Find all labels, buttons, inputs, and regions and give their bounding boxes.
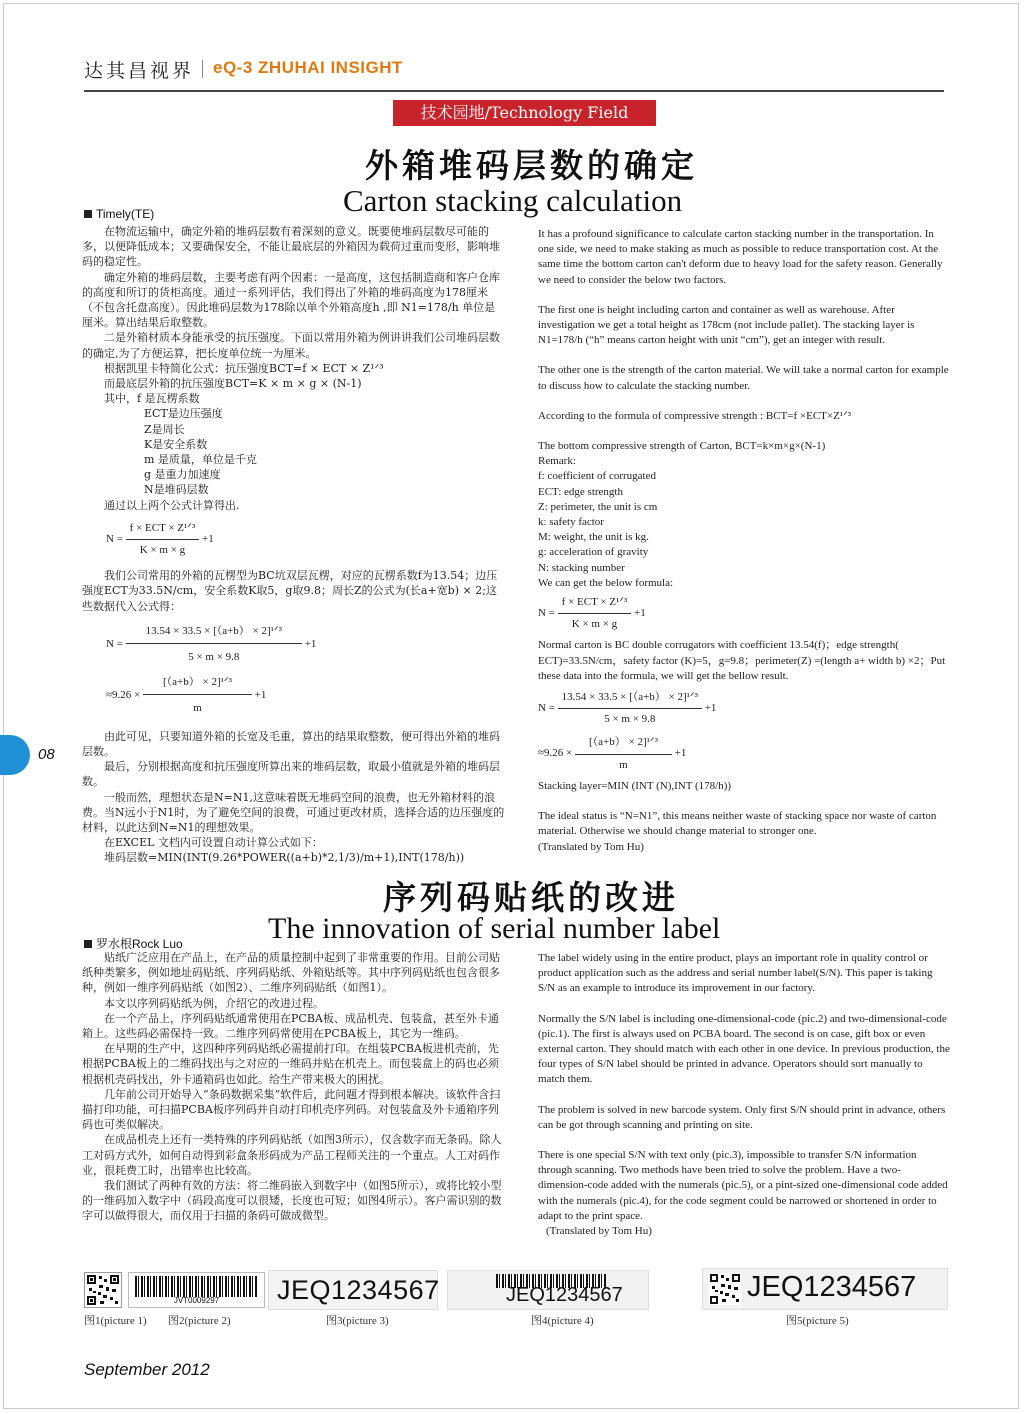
en-translator: (Translated by Tom Hu) xyxy=(538,840,644,853)
cn-paragraph: 在成品机壳上还有一类特殊的序列码贴纸（如图3所示），仅含数字而无条码。除人工对码方式外，如何自动得到彩盒条形码成为产品工程师关注的一个重点。人工对码作业，很耗费工时，出错率也比较高。 xyxy=(82,1133,502,1177)
formula-plus-one: +1 xyxy=(254,689,267,702)
article1-cn-column xyxy=(82,224,506,866)
cn-paragraph: 二是外箱材质本身能承受的抗压强度。下面以常用外箱为例讲讲我们公司堆码层数的确定,为了方便运算，把长度单位统一为厘米。 xyxy=(82,331,500,360)
formula-fraction xyxy=(143,675,252,716)
caption-picture-4: 图4(picture 4) xyxy=(531,1315,594,1327)
cn-paragraph: 在物流运输中，确定外箱的堆码层数有着深刻的意义。既要使堆码层数尽可能的多，以便降低成本；又要确保安全，不能让最底层的外箱因为载荷过重而变形，影响堆码的稳定性。 xyxy=(82,225,500,269)
en-paragraph: The problem is solved in new barcode system. Only first S/N should print in advance, others can be got through scanning and printing on site. xyxy=(538,1103,946,1131)
article1-title-cn: 外箱堆码层数的确定 xyxy=(365,146,698,185)
formula-lhs: ≈9.26 × xyxy=(106,689,141,702)
cn-paragraph: 由此可见，只要知道外箱的长宽及毛重，算出的结果取整数，便可得出外箱的堆码层数。 xyxy=(82,729,500,758)
article2-title-en: The innovation of serial number label xyxy=(268,912,721,945)
formula-plus-one: +1 xyxy=(674,747,687,760)
cn-paragraph: 确定外箱的堆码层数，主要考虑有两个因素：一是高度，这包括制造商和客户仓库的高度和所订的货柜高度。通过一系列评估，我们得出了外箱的堆码高度为178厘米（不包含托盘高度）。因此堆码层数为178除以单个外箱高度h ,即 N1=178/h 单位是厘米。算出结果后取整数。 xyxy=(82,270,500,330)
formula-denominator: 5 × m × 9.8 xyxy=(188,651,240,664)
cn-definition: N是堆码层数 xyxy=(144,483,209,497)
caption-picture-3: 图3(picture 3) xyxy=(326,1315,389,1327)
header-separator xyxy=(202,60,203,78)
caption-picture-1: 图1(picture 1) xyxy=(84,1315,147,1327)
en-paragraph: The ideal status is “N=N1”, this means neither waste of stacking space nor waste of carton material. Otherwise we should change material to stronger one. xyxy=(538,810,937,838)
en-remark: ECT: edge strength xyxy=(538,485,623,498)
article2-cn-column xyxy=(82,950,506,1224)
formula-numerator: [（a+b） × 2]¹ᐟ³ xyxy=(143,675,252,695)
en-remark: g: acceleration of gravity xyxy=(538,546,649,559)
micro-barcode-label xyxy=(447,1270,649,1310)
cn-definition: g 是重力加速度 xyxy=(144,468,221,482)
formula-numerator: 13.54 × 33.5 × [（a+b） × 2]¹ᐟ³ xyxy=(126,624,302,644)
formula-approx xyxy=(106,675,506,716)
formula-denominator: 5 × m × 9.8 xyxy=(604,713,656,726)
formula-numerator: f × ECT × Z¹ᐟ³ xyxy=(126,521,200,540)
barcode-icon xyxy=(135,1276,257,1297)
cn-definition: ECT是边压强度 xyxy=(144,407,223,421)
formula-plus-one: +1 xyxy=(704,702,717,715)
formula-lhs: N = xyxy=(538,702,555,715)
formula-numerator: [（a+b） × 2]¹ᐟ³ xyxy=(575,735,672,754)
cn-definition: m 是质量，单位是千克 xyxy=(144,453,257,467)
en-remark: Z: perimeter, the unit is cm xyxy=(538,500,658,513)
small-barcode-text: JVT0009297 xyxy=(173,1296,220,1305)
formula-fraction xyxy=(126,521,200,558)
en-paragraph: Normally the S/N label is including one-dimensional-code (pic.2) and two-dimensional-code (pic.1). The first is always used on PCBA board. The second is on case, gift box or even external carton. They should match with each other in one device. In previous production, the four types of S/N label should be printed in advance. Operators should sort manually to match them. xyxy=(538,1012,950,1086)
en-paragraph: Normal carton is BC double corrugators with coefficient 13.54(f)；edge strength( ECT)=33.5N/cm，safety factor (K)=5，g=9.8；perimeter(Z) =(length a+ width b) ×2；Put these data into the formula, we will get the bellow result. xyxy=(538,639,946,682)
qr-code-icon xyxy=(709,1273,741,1305)
en-translator: (Translated by Tom Hu) xyxy=(546,1225,652,1238)
en-formula-n xyxy=(538,595,950,632)
cn-paragraph: 本文以序列码贴纸为例，介绍它的改进过程。 xyxy=(104,996,324,1010)
formula-plus-one: +1 xyxy=(304,638,317,651)
formula-denominator: m xyxy=(619,758,628,771)
en-remark: We can get the below formula: xyxy=(538,576,674,589)
en-remark: N: stacking number xyxy=(538,561,625,574)
cn-definition: Z是周长 xyxy=(144,422,185,436)
formula-numerator: 13.54 × 33.5 × [（a+b） × 2]¹ᐟ³ xyxy=(558,690,702,709)
header-rule xyxy=(84,90,944,92)
formula-fraction xyxy=(558,595,632,632)
cn-paragraph: 在一个产品上，序列码贴纸通常使用在PCBA板、成品机壳、包装盒，甚至外卡通箱上。这些码必需保持一致。二维序列码常使用在PCBA板上，其它为一维码。 xyxy=(82,1011,499,1041)
en-paragraph: The bottom compressive strength of Carton, BCT=k×m×g×(N-1) xyxy=(538,440,826,453)
article1-en-column xyxy=(538,227,950,855)
formula-lhs: N = xyxy=(106,533,123,546)
en-remark: Remark: xyxy=(538,455,576,468)
serial-text: JEQ1234567 xyxy=(506,1284,623,1306)
serial-text: JEQ1234567 xyxy=(277,1275,440,1305)
serial-text: JEQ1234567 xyxy=(747,1271,917,1303)
cn-paragraph: 其中，f 是瓦楞系数 xyxy=(104,392,200,406)
formula-lhs: N = xyxy=(106,638,123,651)
cn-paragraph: 我们测试了两种有效的方法：将二维码嵌入到数字中（如图5所示），或将比较小型的一维码加入数字中（码段高度可以很矮，长度也可短；如图4所示）。客户需识别的数字可以做得很大，而仅用于扫描的条码可做成微型。 xyxy=(82,1179,502,1223)
cn-paragraph: 一般而然，理想状态是N=N1,这意味着既无堆码空间的浪费，也无外箱材料的浪费。当N远小于N1时，为了避免空间的浪费，可通过更改材质，选择合适的边压强度的材料，以此达到N=N1的理想效果。 xyxy=(82,790,505,834)
text-serial-label xyxy=(268,1270,438,1310)
formula-plus-one: +1 xyxy=(634,607,646,620)
article1-title-en: Carton stacking calculation xyxy=(343,183,683,218)
formula-lhs: ≈9.26 × xyxy=(538,747,573,760)
en-paragraph: It has a profound significance to calculate carton stacking number in the transportation. In one side, we need to make staking as much as possible to reduce transportation cost. At the same time the bottom carton can't deform due to heavy load for the safety reason. Generally we need to consider the below two factors. xyxy=(538,228,943,286)
formula-fraction xyxy=(126,624,302,665)
formula-denominator: K × m × g xyxy=(139,544,186,557)
qr-serial-label xyxy=(702,1268,948,1310)
en-paragraph: The label widely using in the entire product, plays an important role in quality control or product application such as the address and serial number label(S/N). This paper is taking S/N as an example to introduce its improvement in our factory. xyxy=(538,952,933,995)
en-paragraph: The other one is the strength of the carton material. We will take a normal carton for example to discuss how to calculate the stacking number. xyxy=(538,364,949,392)
brand-english: eQ-3 ZHUHAI INSIGHT xyxy=(213,58,403,77)
cn-paragraph: 最后，分别根据高度和抗压强度所算出来的堆码层数，取最小值就是外箱的堆码层数。 xyxy=(82,760,500,789)
en-remark: k: safety factor xyxy=(538,516,604,529)
cn-paragraph: 几年前公司开始导入“条码数据采集”软件后，此问题才得到根本解决。该软件含扫描打印功能，可扫描PCBA板序列码并自动打印机壳序列码。对包装盒及外卡通箱序列码也可类似解决。 xyxy=(82,1087,501,1132)
cn-paragraph: 而最底层外箱的抗压强度BCT=K × m × g × (N-1) xyxy=(104,377,362,391)
en-paragraph: There is one special S/N with text only (pic.3), impossible to transfer S/N information through scanning. Two methods have been tried to solve the problem. Have a two-dimension-code added with the numerals (pic.5), or a pint-sized one-dimensional code added with the numerals (pic.4), for the code segment could be narrowed or shortened in order to adapt to the print space. xyxy=(538,1149,948,1222)
cn-paragraph: 在EXCEL 文档内可设置自动计算公式如下： xyxy=(104,836,323,850)
en-formula-substituted xyxy=(538,690,950,727)
page-number: 08 xyxy=(38,746,55,763)
formula-numerator: f × ECT × Z¹ᐟ³ xyxy=(558,595,632,614)
section-tag: 技术园地/Technology Field xyxy=(393,100,656,126)
brand-chinese: 达其昌视界 xyxy=(84,60,195,82)
cn-paragraph: 堆码层数=MIN(INT(9.26*POWER((a+b)*2,1/3)/m+1),INT(178/h)) xyxy=(104,851,465,865)
issue-date: September 2012 xyxy=(84,1360,210,1379)
formula-denominator: K × m × g xyxy=(571,618,618,631)
formula-n-substituted xyxy=(106,624,506,665)
cn-paragraph: 根据凯里卡特简化公式：抗压强度BCT=f × ECT × Z¹ᐟ³ xyxy=(104,361,384,375)
article2-en-column xyxy=(538,951,950,1239)
formula-fraction xyxy=(575,735,672,772)
en-formula-approx xyxy=(538,735,950,772)
article2-title-cn: 序列码贴纸的改进 xyxy=(383,878,679,917)
formula-n xyxy=(106,521,506,558)
cn-paragraph: 在早期的生产中，这四种序列码贴纸必需提前打印。在组装PCBA板进机壳前，先根据PCBA板上的二维码找出与之对应的一维码并贴在机壳上。而包装盒上的码也必须根据机壳码找出，外卡通箱码也如此。给生产带来极大的困扰。 xyxy=(82,1042,499,1086)
formula-plus-one: +1 xyxy=(202,533,214,546)
caption-picture-2: 图2(picture 2) xyxy=(168,1315,231,1327)
cn-definition: K是安全系数 xyxy=(144,437,208,451)
qr-code-icon xyxy=(84,1272,122,1308)
en-remark: f: coefficient of corrugated xyxy=(538,470,656,483)
formula-lhs: N = xyxy=(538,607,555,620)
cn-paragraph: 贴纸广泛应用在产品上，在产品的质量控制中起到了非常重要的作用。目前公司贴纸种类繁多，例如地址码贴纸、序列码贴纸、外箱贴纸等。其中序列码贴纸也包含很多种，例如一维序列码贴纸（如图2）、二维序列码贴纸（如图1）。 xyxy=(82,951,500,995)
cn-paragraph: 我们公司常用的外箱的瓦楞型为BC坑双层瓦楞，对应的瓦楞系数f为13.54；边压强度ECT为33.5N/cm，安全系数K取5，g取9.8；周长Z的公式为(长a+宽b) × 2;这些数据代入公式得： xyxy=(82,569,498,613)
en-paragraph: The first one is height including carton and container as well as warehouse. After investigation we get a total height as 178cm (not include pallet). The stacking layer is N1=178/h (“h” means carton height with unit “cm”), get an integer with result. xyxy=(538,303,915,347)
article1-author: Timely(TE) xyxy=(84,207,154,221)
formula-denominator: m xyxy=(193,702,202,715)
article2-author: 罗水根Rock Luo xyxy=(84,935,183,952)
en-paragraph: According to the formula of compressive strength : BCT=f ×ECT×Z¹ᐟ³ xyxy=(538,409,852,422)
cn-paragraph: 通过以上两个公式计算得出. xyxy=(104,498,240,512)
en-remark: M: weight, the unit is kg. xyxy=(538,531,649,544)
caption-picture-5: 图5(picture 5) xyxy=(786,1315,849,1327)
formula-fraction xyxy=(558,690,702,727)
small-barcode xyxy=(128,1272,265,1308)
en-paragraph: Stacking layer=MIN (INT (N),INT (178/h)) xyxy=(538,779,732,792)
